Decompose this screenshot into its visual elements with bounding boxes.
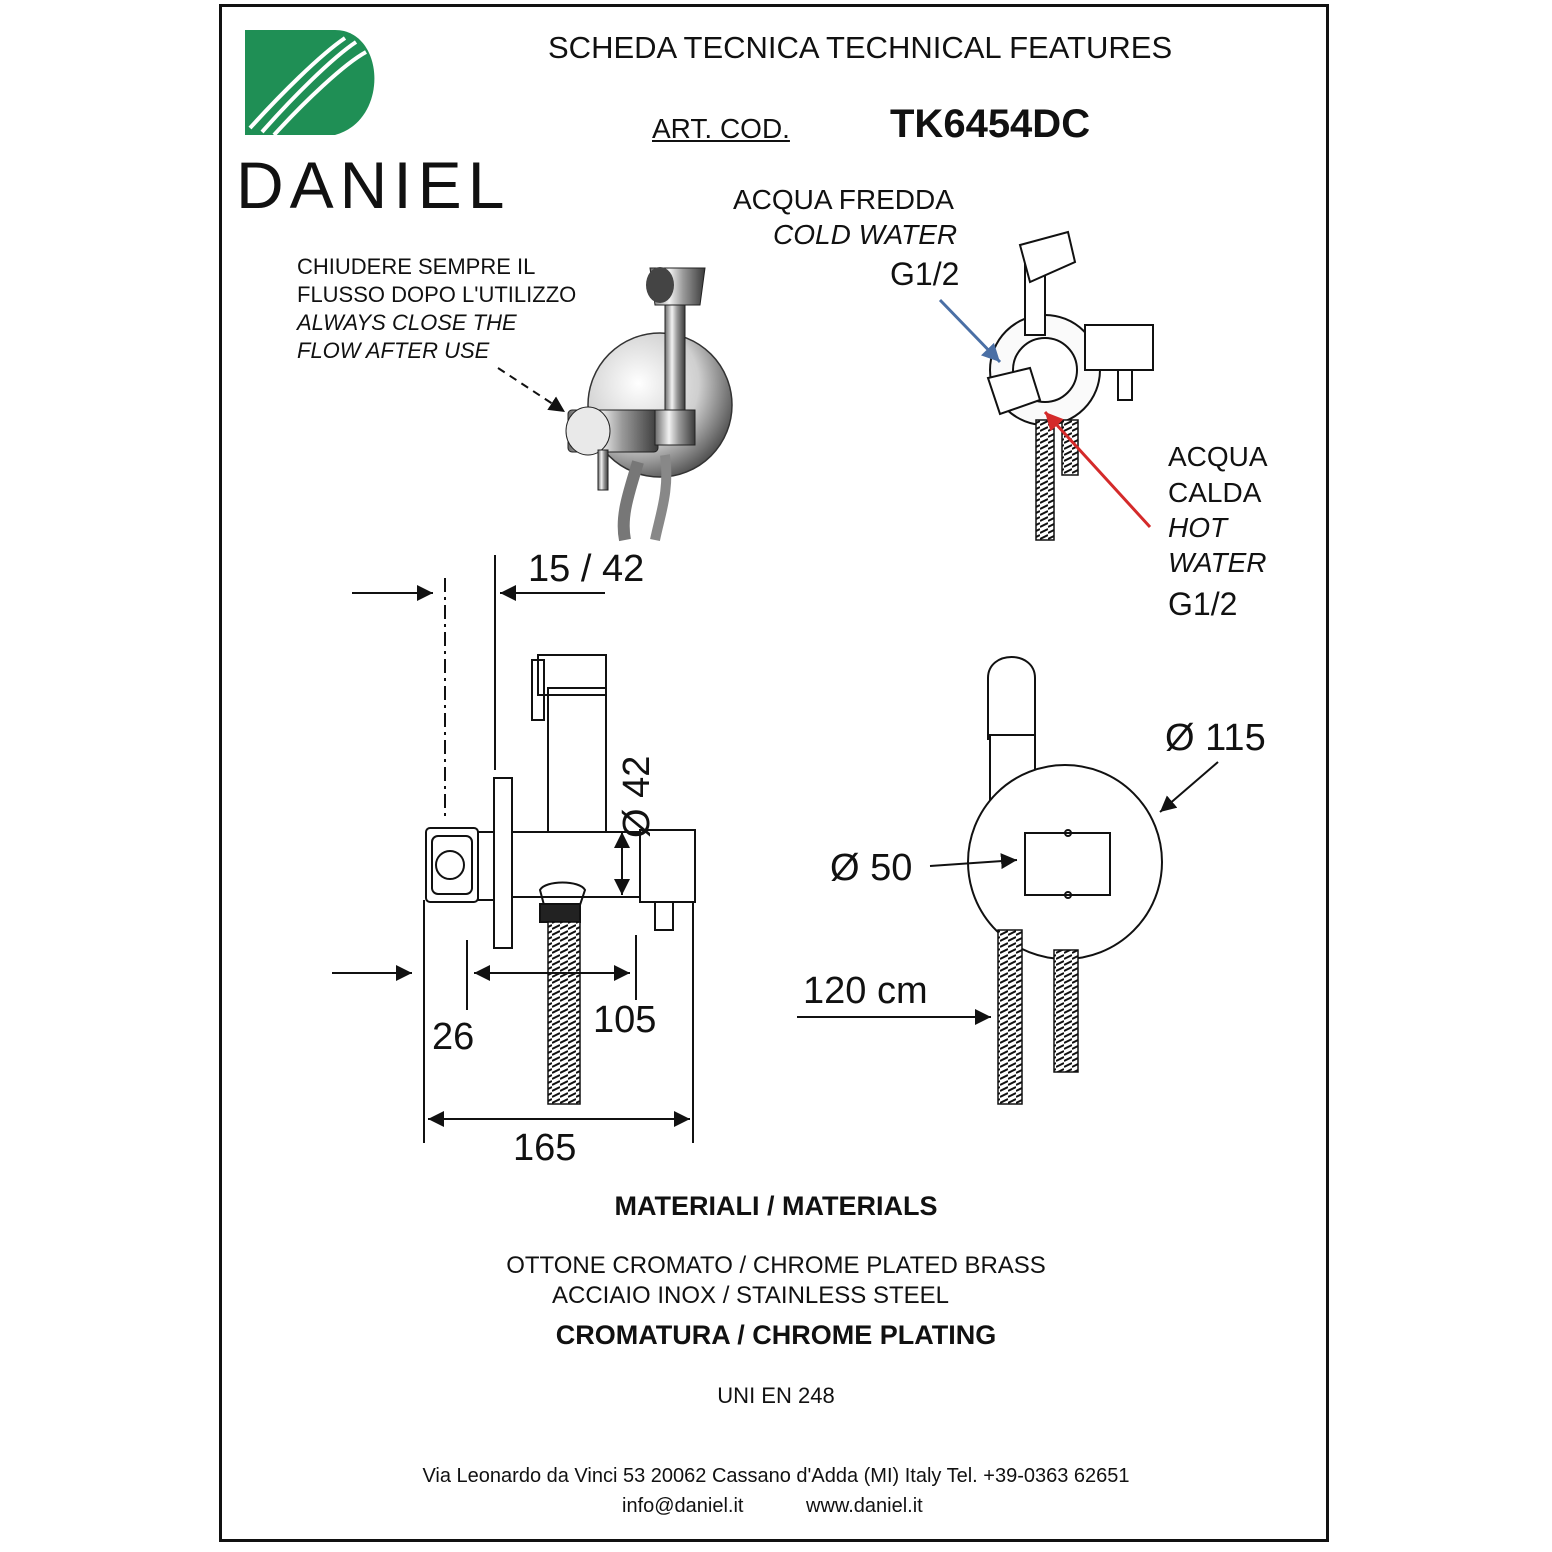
hot-water-label-it-2: CALDA (1168, 477, 1262, 508)
close-flow-callout-arrow (498, 368, 565, 412)
dim-depth-range: 15 / 42 (528, 548, 645, 590)
hot-water-label-it-1: ACQUA (1168, 441, 1268, 472)
dim-cartridge-diameter: Ø 50 (830, 847, 913, 889)
note-close-it-2: FLUSSO DOPO L'UTILIZZO (297, 282, 577, 307)
plating-heading: CROMATURA / CHROME PLATING (555, 1320, 997, 1350)
materials-line-2: ACCIAIO INOX / STAINLESS STEEL (552, 1282, 949, 1309)
page-title: SCHEDA TECNICA TECHNICAL FEATURES (548, 30, 1173, 65)
art-code-label: ART. COD. (652, 113, 790, 144)
note-close-it-1: CHIUDERE SEMPRE IL (297, 254, 536, 279)
product-photo-back (988, 232, 1153, 540)
footer-web-link[interactable]: www.daniel.it (806, 1495, 923, 1517)
note-close-en-2: FLOW AFTER USE (297, 338, 490, 363)
dim-105: 105 (593, 999, 657, 1041)
cold-water-thread: G1/2 (890, 256, 960, 292)
footer-address: Via Leonardo da Vinci 53 20062 Cassano d'Adda (MI) Italy Tel. +39-0363 62651 (422, 1465, 1130, 1487)
hot-water-arrow (1045, 412, 1150, 527)
hot-water-label-en-1: HOT (1168, 512, 1228, 543)
materials-line-1: OTTONE CROMATO / CHROME PLATED BRASS (506, 1252, 1046, 1279)
brand-wordmark: DANIEL (236, 148, 511, 222)
cold-water-arrow (940, 300, 1000, 362)
cold-water-label-en: COLD WATER (773, 219, 958, 250)
dim-165: 165 (513, 1127, 577, 1169)
materials-heading: MATERIALI / MATERIALS (614, 1191, 938, 1221)
dim-26: 26 (432, 1016, 475, 1058)
dim-hose-length: 120 cm (803, 970, 928, 1012)
dim-rosette-diameter: Ø 115 (1165, 717, 1266, 759)
dim-body-diameter: Ø 42 (616, 755, 658, 838)
standard-label: UNI EN 248 (717, 1383, 835, 1408)
product-photo-front (566, 267, 732, 540)
hot-water-thread: G1/2 (1168, 586, 1238, 622)
side-view-drawing (332, 555, 695, 1143)
daniel-logo-mark (245, 30, 374, 135)
note-close-en-1: ALWAYS CLOSE THE (297, 310, 517, 335)
hot-water-label-en-2: WATER (1168, 547, 1267, 578)
cold-water-label-it: ACQUA FREDDA (733, 184, 954, 215)
art-code-value: TK6454DC (890, 102, 1091, 146)
footer-email-link[interactable]: info@daniel.it (622, 1495, 744, 1517)
